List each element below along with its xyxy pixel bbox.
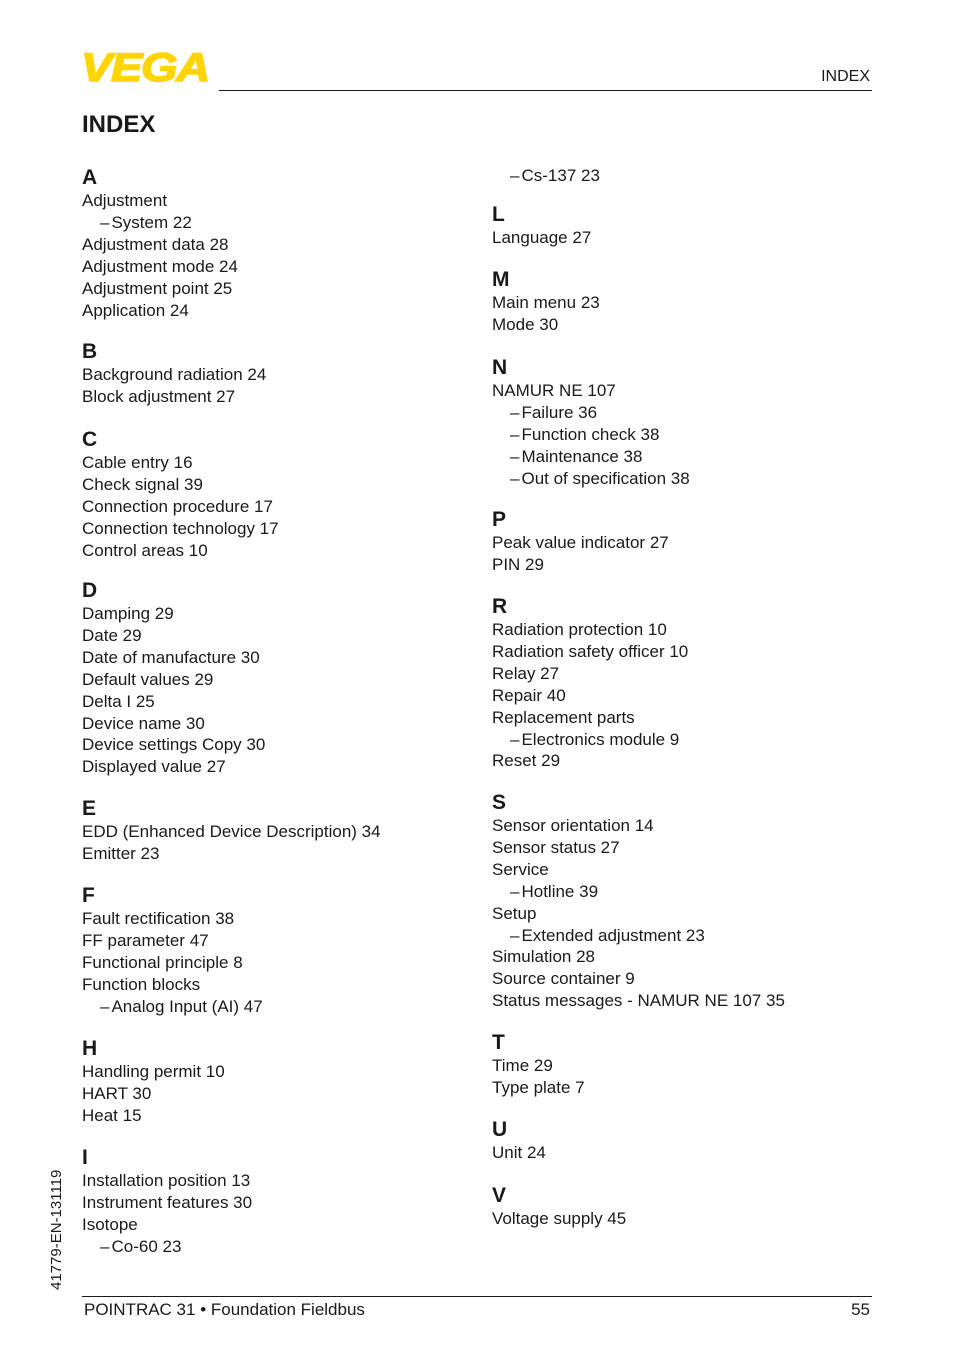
entry-text: Adjustment bbox=[82, 191, 168, 210]
entry-text: Application 24 bbox=[82, 300, 189, 320]
index-section-f bbox=[82, 884, 263, 1018]
index-entry bbox=[82, 625, 265, 647]
entry-text: Maintenance 38 bbox=[521, 446, 643, 466]
page-number: 55 bbox=[851, 1300, 870, 1319]
footer-product: POINTRAC 31 • Foundation Fieldbus bbox=[84, 1300, 365, 1319]
entry-text: Adjustment data 28 bbox=[82, 234, 229, 254]
subentry-dash: – bbox=[510, 446, 520, 466]
index-entry bbox=[492, 903, 785, 925]
entry-text: Fault rectification 38 bbox=[82, 909, 235, 928]
entry-text: Adjustment point 25 bbox=[82, 278, 233, 298]
index-section-a bbox=[82, 166, 238, 321]
entry-text: Co-60 23 bbox=[111, 1236, 182, 1256]
section-letter: V bbox=[492, 1184, 507, 1207]
entry-text: Type plate 7 bbox=[492, 1077, 585, 1097]
index-section-b bbox=[82, 340, 266, 408]
entry-text: Mode 30 bbox=[492, 314, 559, 334]
subentry-dash: – bbox=[100, 1236, 110, 1256]
index-entry bbox=[82, 952, 263, 974]
index-entry bbox=[82, 821, 381, 843]
entry-text: Date of manufacture 30 bbox=[82, 647, 260, 667]
entry-text: Main menu 23 bbox=[492, 293, 600, 312]
entry-text: Default values 29 bbox=[82, 669, 214, 689]
section-letter: I bbox=[82, 1146, 88, 1169]
index-entry bbox=[82, 669, 265, 691]
entry-text: Reset 29 bbox=[492, 751, 561, 771]
index-entry bbox=[82, 908, 263, 930]
section-letter: U bbox=[492, 1118, 508, 1141]
section-letter: H bbox=[82, 1037, 98, 1060]
index-section-e bbox=[82, 797, 381, 865]
index-entry bbox=[82, 540, 279, 562]
index-section-h bbox=[82, 1037, 225, 1127]
entry-text: Hotline 39 bbox=[521, 881, 599, 901]
entry-text: Device settings Copy 30 bbox=[82, 735, 266, 755]
entry-text: EDD (Enhanced Device Description) 34 bbox=[82, 822, 381, 841]
entry-text: Extended adjustment 23 bbox=[521, 925, 705, 945]
index-entry bbox=[82, 278, 238, 300]
footer-rule bbox=[82, 1296, 872, 1297]
entry-text: Repair 40 bbox=[492, 685, 566, 705]
index-entry bbox=[492, 946, 785, 968]
subentry-dash: – bbox=[510, 424, 520, 444]
index-subentry bbox=[492, 881, 785, 903]
entry-text: Date 29 bbox=[82, 625, 142, 645]
index-section-v bbox=[492, 1184, 626, 1230]
entry-text: Unit 24 bbox=[492, 1143, 546, 1162]
vega-logo bbox=[81, 50, 211, 83]
entry-text: Sensor status 27 bbox=[492, 837, 620, 857]
entry-text: Failure 36 bbox=[521, 402, 598, 422]
entry-text: Handling permit 10 bbox=[82, 1062, 225, 1081]
index-entry bbox=[82, 1170, 252, 1192]
index-entry bbox=[82, 930, 263, 952]
index-entry bbox=[492, 990, 785, 1012]
entry-text: Control areas 10 bbox=[82, 540, 208, 560]
section-letter: N bbox=[492, 356, 508, 379]
entry-text: Check signal 39 bbox=[82, 474, 203, 494]
entry-text: Delta I 25 bbox=[82, 691, 155, 711]
entry-text: Connection technology 17 bbox=[82, 518, 279, 538]
entry-text: Voltage supply 45 bbox=[492, 1209, 627, 1228]
index-entry bbox=[492, 1055, 585, 1077]
index-subentry bbox=[492, 729, 688, 751]
index-entry bbox=[82, 1061, 225, 1083]
index-section-m bbox=[492, 268, 600, 336]
entry-text: Isotope bbox=[82, 1214, 138, 1234]
entry-text: Displayed value 27 bbox=[82, 757, 226, 777]
index-entry bbox=[82, 974, 263, 996]
subentry-dash: – bbox=[510, 729, 520, 749]
entry-text: Analog Input (AI) 47 bbox=[111, 996, 263, 1016]
index-entry bbox=[82, 190, 238, 212]
entry-text: Service bbox=[492, 859, 549, 879]
section-letter: S bbox=[492, 791, 507, 814]
index-subentry bbox=[82, 996, 263, 1018]
section-letter: R bbox=[492, 595, 508, 618]
index-entry bbox=[492, 707, 688, 729]
index-entry bbox=[82, 1083, 225, 1105]
index-section-i bbox=[82, 1146, 252, 1258]
index-subentry bbox=[492, 424, 690, 446]
index-entry bbox=[82, 1105, 225, 1127]
entry-text: Sensor orientation 14 bbox=[492, 816, 654, 835]
index-entry bbox=[82, 234, 238, 256]
index-section-s bbox=[492, 791, 785, 1012]
entry-text: Peak value indicator 27 bbox=[492, 533, 669, 552]
index-entry bbox=[492, 750, 688, 772]
entry-text: Connection procedure 17 bbox=[82, 496, 273, 516]
index-section-c bbox=[82, 428, 279, 562]
entry-text: Electronics module 9 bbox=[521, 729, 680, 749]
index-entry bbox=[492, 663, 688, 685]
index-entry bbox=[82, 364, 266, 386]
entry-text: Adjustment mode 24 bbox=[82, 256, 238, 276]
index-subentry bbox=[492, 446, 690, 468]
entry-text: Function blocks bbox=[82, 974, 201, 994]
section-letter: D bbox=[82, 579, 98, 602]
index-entry bbox=[492, 968, 785, 990]
entry-text: Emitter 23 bbox=[82, 843, 160, 863]
index-entry bbox=[82, 474, 279, 496]
entry-text: NAMUR NE 107 bbox=[492, 381, 616, 400]
index-entry bbox=[82, 691, 265, 713]
entry-text: Setup bbox=[492, 903, 537, 923]
entry-text: Cable entry 16 bbox=[82, 453, 193, 472]
entry-text: Cs-137 23 bbox=[521, 166, 600, 185]
subentry-dash: – bbox=[100, 996, 110, 1016]
index-entry bbox=[82, 496, 279, 518]
entry-text: Source container 9 bbox=[492, 969, 635, 989]
subentry-dash: – bbox=[510, 925, 520, 945]
index-entry bbox=[492, 1208, 626, 1230]
entry-text: Heat 15 bbox=[82, 1105, 142, 1125]
index-entry bbox=[82, 713, 265, 735]
index-entry bbox=[492, 380, 690, 402]
section-letter: F bbox=[82, 884, 95, 907]
document-code: 41779-EN-131119 bbox=[48, 1169, 65, 1290]
entry-text: Time 29 bbox=[492, 1056, 553, 1075]
index-section-continued bbox=[492, 141, 600, 187]
section-letter: A bbox=[82, 166, 98, 189]
entry-text: Simulation 28 bbox=[492, 947, 596, 967]
index-entry bbox=[82, 734, 265, 756]
index-subentry bbox=[492, 925, 785, 947]
entry-text: Installation position 13 bbox=[82, 1171, 251, 1190]
index-entry bbox=[492, 641, 688, 663]
index-entry bbox=[82, 756, 265, 778]
entry-text: Functional principle 8 bbox=[82, 952, 243, 972]
index-section-d bbox=[82, 579, 265, 778]
index-section-r bbox=[492, 595, 688, 772]
page-title: INDEX bbox=[82, 111, 156, 138]
index-entry bbox=[82, 843, 381, 865]
section-letter bbox=[492, 141, 600, 165]
index-entry bbox=[492, 227, 591, 249]
index-subentry bbox=[492, 165, 600, 187]
entry-text: Language 27 bbox=[492, 228, 592, 247]
entry-text: Radiation protection 10 bbox=[492, 620, 667, 639]
index-section-n bbox=[492, 356, 690, 490]
index-entry bbox=[82, 518, 279, 540]
entry-text: Function check 38 bbox=[521, 424, 660, 444]
index-entry bbox=[82, 603, 265, 625]
index-entry bbox=[82, 256, 238, 278]
index-entry bbox=[82, 300, 238, 322]
index-entry bbox=[492, 685, 688, 707]
index-entry bbox=[492, 837, 785, 859]
index-entry bbox=[82, 647, 265, 669]
entry-text: Block adjustment 27 bbox=[82, 386, 236, 406]
index-entry bbox=[492, 1142, 546, 1164]
section-letter: C bbox=[82, 428, 98, 451]
index-subentry bbox=[492, 468, 690, 490]
entry-text: Background radiation 24 bbox=[82, 365, 267, 384]
section-letter: P bbox=[492, 508, 507, 531]
entry-text: Out of specification 38 bbox=[521, 468, 690, 488]
entry-text: Device name 30 bbox=[82, 713, 205, 733]
section-letter: L bbox=[492, 203, 505, 226]
svg-text:VEGA: VEGA bbox=[81, 50, 209, 83]
index-entry bbox=[492, 554, 669, 576]
index-section-t bbox=[492, 1031, 585, 1099]
entry-text: PIN 29 bbox=[492, 554, 544, 574]
index-section-p bbox=[492, 508, 669, 576]
index-subentry bbox=[82, 212, 238, 234]
subentry-dash: – bbox=[510, 166, 520, 185]
index-subentry bbox=[492, 402, 690, 424]
section-letter: M bbox=[492, 268, 510, 291]
index-entry bbox=[492, 859, 785, 881]
entry-text: FF parameter 47 bbox=[82, 930, 209, 950]
index-entry bbox=[82, 1214, 252, 1236]
subentry-dash: – bbox=[510, 468, 520, 488]
index-entry bbox=[492, 532, 669, 554]
entry-text: Damping 29 bbox=[82, 604, 174, 623]
entry-text: Relay 27 bbox=[492, 663, 560, 683]
subentry-dash: – bbox=[510, 881, 520, 901]
index-entry bbox=[82, 1192, 252, 1214]
section-letter: E bbox=[82, 797, 97, 820]
entry-text: Status messages - NAMUR NE 107 35 bbox=[492, 991, 785, 1011]
index-entry bbox=[492, 314, 600, 336]
index-entry bbox=[492, 1077, 585, 1099]
subentry-dash: – bbox=[100, 212, 110, 232]
running-header: INDEX bbox=[821, 68, 870, 85]
index-entry bbox=[82, 452, 279, 474]
index-entry bbox=[492, 815, 785, 837]
section-letter: B bbox=[82, 340, 98, 363]
header-rule bbox=[219, 90, 872, 91]
section-letter: T bbox=[492, 1031, 505, 1054]
index-subentry bbox=[82, 1236, 252, 1258]
entry-text: HART 30 bbox=[82, 1083, 152, 1103]
subentry-dash: – bbox=[510, 402, 520, 422]
entry-text: System 22 bbox=[111, 212, 192, 232]
entry-text: Instrument features 30 bbox=[82, 1192, 253, 1212]
index-entry bbox=[492, 292, 600, 314]
entry-text: Radiation safety officer 10 bbox=[492, 641, 689, 661]
index-entry bbox=[492, 619, 688, 641]
entry-text: Replacement parts bbox=[492, 707, 635, 727]
index-section-u bbox=[492, 1118, 546, 1164]
index-entry bbox=[82, 386, 266, 408]
index-section-l bbox=[492, 203, 591, 249]
